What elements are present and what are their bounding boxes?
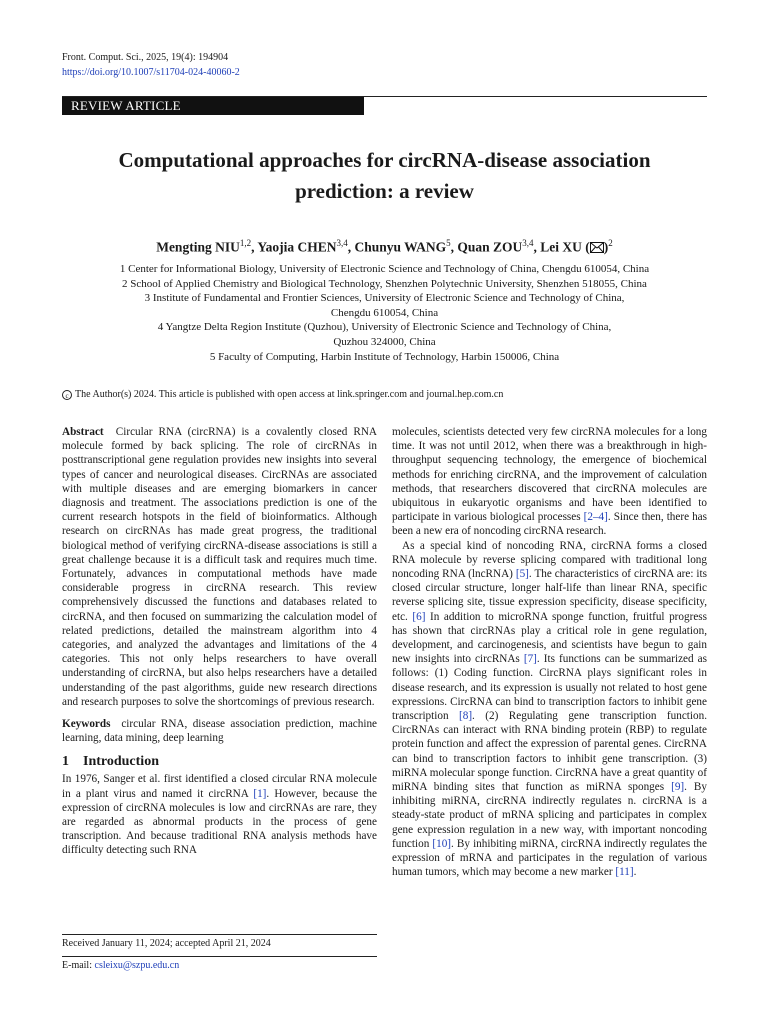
citation-link[interactable]: [5] — [515, 568, 529, 581]
body-paragraph — [392, 425, 707, 539]
article-type-badge: REVIEW ARTICLE — [62, 97, 364, 115]
affiliation-line: Quzhou 324000, China — [333, 335, 436, 348]
footnote-rule — [62, 956, 377, 957]
author-name: Lei XU — [540, 239, 582, 255]
doi-link[interactable] — [62, 67, 240, 79]
citation-link[interactable]: [1] — [253, 787, 267, 800]
keywords-label: Keywords — [62, 718, 111, 731]
author-list: Mengting NIU$^{1,2}$, Yaojia CHEN$^{3,4}$, Chunyu WANG$^5$, Quan ZOU$^{3,4}$, Lei XU ( )$^2$ — [156, 238, 613, 255]
affiliation-line: Chengdu 610054, China — [330, 306, 439, 319]
body-text: . The characteristics of circRNA are: its closed circular structure, longer half-life than linear RNA, specific reverse splicing site, tissue expression specificity, disease specificity, etc. — [392, 568, 707, 623]
copyright-icon: c — [62, 390, 72, 400]
body-text: . Its functions can be summarized as follows: (1) Coding function. CircRNA plays significant roles in disease research, and its expression is usually not related to host gene expressions. CircRNA can bind to transcription factors to inhibit gene transcription — [392, 653, 707, 723]
body-text: As a special kind of noncoding RNA, circRNA forms a closed RNA molecule by reverse splicing compared with traditional long noncoding RNA (lncRNA) — [392, 539, 707, 581]
affiliation-line: 4 Yangtze Delta Region Institute (Quzhou), University of Electronic Science and Technology of China, — [157, 321, 612, 334]
author-name: Yaojia CHEN — [257, 239, 337, 255]
section-title: Introduction — [83, 754, 159, 770]
body-text: . By inhibiting miRNA, circRNA indirectly regulates n. circRNA is a steady-state product of mRNA splicing and participates in complex gene expression regulation in a new way, with important noncoding function — [392, 781, 707, 850]
citation-link[interactable]: [9] — [671, 781, 685, 794]
author-affil-sup: 1,2 — [239, 238, 252, 248]
received-dates: Received January 11, 2024; accepted April 21, 2024 — [62, 938, 271, 949]
abstract-paragraph — [62, 425, 377, 709]
citation-link[interactable]: [2–4] — [583, 511, 608, 524]
affiliation-line: 2 School of Applied Chemistry and Biological Technology, Shenzhen Polytechnic University, Shenzhen 518055, China — [122, 277, 647, 290]
keywords-text: circular RNA, disease association prediction, machine learning, data mining, deep learning — [62, 718, 378, 745]
journal-citation: Front. Comput. Sci., 2025, 19(4): 194904 — [62, 52, 229, 63]
author-affil-sup: 3,4 — [522, 238, 534, 248]
intro-paragraph — [62, 772, 377, 857]
affiliation-line: 3 Institute of Fundamental and Frontier Sciences, University of Electronic Science and Technology of China, — [144, 292, 625, 305]
citation-link[interactable]: [7] — [523, 653, 537, 666]
author-affil-sup: 3,4 — [336, 238, 348, 248]
affiliation-line: 1 Center for Informational Biology, University of Electronic Science and Technology of China, Chengdu 610054, China — [119, 263, 650, 275]
license-statement — [62, 389, 503, 401]
body-text: In 1976, Sanger et al. first identified a closed circular RNA molecule in a plant virus and named it circRNA — [62, 773, 377, 800]
body-text: molecules, scientists detected very few circRNA molecules for a long time. It was not until 2012, when there was a breakthrough in high-throughput sequencing technology, the emergence of biochemical methods for enriching circRNA, and the improvement of calculation methods, that researchers discovered that circRNA molecules are ubiquitous in eukaryotic organisms and have been identified to participate in various biological processes — [392, 426, 707, 524]
abstract-text: Circular RNA (circRNA) is a covalently closed RNA molecule formed by back splicing. The role of circRNAs in posttranscriptional gene regulation provides new insights into several types of cancer and neurological diseases. CircRNAs are associated with multiple diseases and are emerging biomarkers in cancer diagnosis and treatment. The associations prediction is one of the current research hotspots in the field of bioinformatics. Although research on circRNAs has made great progress, the traditional biological method of verifying circRNA-disease associations is still a great challenge because it is a difficult task and requires much time. Fortunately, advances in computational methods have made considerable progress in circRNA research. This review comprehensively discussed the functions and databases related to circRNA, and then focused on summarizing the calculation model of related predictions, detailed the mainstream algorithm into 4 categories, and analyzed the advantages and limitations of the 4 categories. This not only helps researchers to have overall understanding of circRNA, but also helps researchers have a detailed understanding of the past algorithms, guide new research directions and research purposes to solve the shortcomings of previous research. — [62, 426, 378, 708]
author-affil-sup: 5 — [446, 238, 451, 248]
affiliation-line: 5 Faculty of Computing, Harbin Institute of Technology, Harbin 150006, China — [209, 350, 560, 363]
paper-title — [62, 145, 707, 207]
author-name: Chunyu WANG — [354, 239, 447, 255]
citation-link[interactable]: [8] — [459, 710, 473, 723]
envelope-icon[interactable] — [590, 242, 604, 253]
citation-link[interactable]: [10] — [432, 837, 452, 850]
body-text: . — [633, 866, 637, 879]
title-line-1: Computational approaches for circRNA-disease association — [118, 148, 651, 172]
license-text: The Author(s) 2024. This article is published with open access at link.springer.com and journal.hep.com.cn — [75, 389, 504, 400]
author-name: Mengting NIU — [156, 239, 240, 255]
citation-link[interactable]: [6] — [412, 610, 426, 623]
body-text: . By inhibiting miRNA, circRNA indirectly regulates the expression of mRNA and participates in the regulation of various human tumors, which may become a new marker — [392, 837, 707, 879]
email-link[interactable]: csleixu@szpu.edu.cn — [94, 960, 180, 971]
footnote-rule — [62, 934, 377, 935]
left-column — [62, 425, 377, 858]
author-name: Quan ZOU — [457, 239, 523, 255]
body-text: . (2) Regulating gene transcription function. CircRNAs can interact with RNA binding protein (RBP) to regulate protein function and affect the expression of parental genes. CircRNA can bind to transcription factors to inhibit gene transcription. (3) miRNA molecular sponge function. CircRNA have a great quantity of miRNA binding sites that function as miRNA sponges — [392, 710, 707, 794]
affiliations — [62, 262, 707, 364]
body-text: . However, because the expression of circRNA molecules is low and circRNAs are rare, they are regarded as abnormal products in the process of gene transcription. And because traditional RNA analysis methods have difficulty detecting such RNA — [62, 787, 377, 857]
email-label: E-mail: — [62, 960, 92, 971]
email-footnote — [62, 960, 179, 972]
doi-anchor[interactable]: https://doi.org/10.1007/s11704-024-40060-2 — [62, 67, 240, 78]
abstract-label: Abstract — [62, 426, 104, 438]
author-affil-sup: 2 — [608, 238, 613, 248]
citation-link[interactable]: [11] — [615, 866, 634, 879]
body-text: . Since then, there has been a new era of noncoding circRNA research. — [392, 511, 707, 538]
section-heading — [62, 753, 377, 771]
title-line-2: prediction: a review — [295, 179, 474, 203]
section-number: 1 — [62, 754, 69, 770]
right-column — [392, 425, 707, 880]
keywords-paragraph — [62, 717, 377, 745]
body-text: In addition to microRNA sponge function, fruitful progress has shown that circRNAs play a critical role in gene regulation, development, and carcinogenesis, and scientists have begun to gain new insights into circRNAs — [392, 610, 707, 666]
body-paragraph — [392, 539, 707, 880]
